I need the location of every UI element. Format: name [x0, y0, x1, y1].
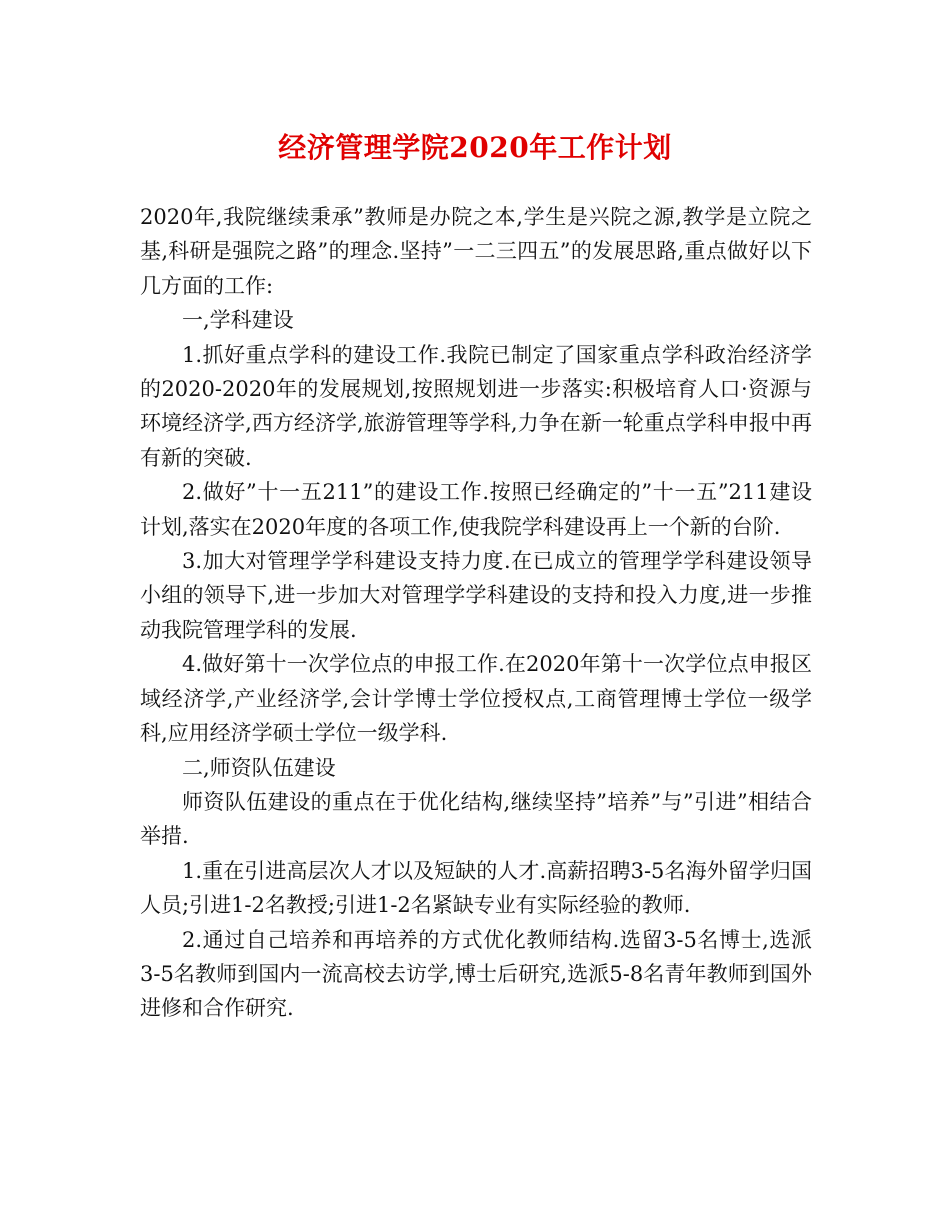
paragraph-item: 3.加大对管理学学科建设支持力度.在已成立的管理学学科建设领导小组的领导下,进一步加大对管理学学科建设的支持和投入力度,进一步推动我院管理学科的发展.	[140, 549, 812, 642]
paragraph-item: 4.做好第十一次学位点的申报工作.在2020年第十一次学位点申报区域经济学,产业经济学,会计学博士学位授权点,工商管理博士学位一级学科,应用经济学硕士学位一级学科.	[140, 652, 812, 746]
paragraph-item: 2.通过自己培养和再培养的方式优化教师结构.选留3-5名博士,选派3-5名教师到国内一流高校去访学,博士后研究,选派5-8名青年教师到国外进修和合作研究.	[140, 927, 812, 1021]
paragraph-item: 2.做好”十一五211”的建设工作.按照已经确定的”十一五”211建设计划,落实在2020年度的各项工作,使我院学科建设再上一个新的台阶.	[140, 480, 812, 539]
paragraph-item: 1.抓好重点学科的建设工作.我院已制定了国家重点学科政治经济学的2020-2020年的发展规划,按照规划进一步落实:积极培育人口·资源与环境经济学,西方经济学,旅游管理等学科,力争在新一轮重点学科申报中再有新的突破.	[140, 342, 812, 470]
section-heading-faculty: 二,师资队伍建设	[182, 755, 336, 780]
document-body	[140, 200, 812, 1026]
paragraph-item: 1.重在引进高层次人才以及短缺的人才.高薪招聘3-5名海外留学归国人员;引进1-2名教授;引进1-2名紧缺专业有实际经验的教师.	[140, 858, 812, 918]
paragraph-item: 师资队伍建设的重点在于优化结构,继续坚持”培养”与”引进”相结合举措.	[140, 789, 812, 849]
section-heading-discipline: 一,学科建设	[182, 308, 294, 333]
document-title: 经济管理学院2020年工作计划	[278, 131, 672, 164]
paragraph-intro: 2020年,我院继续秉承”教师是办院之本,学生是兴院之源,教学是立院之基,科研是强院之路”的理念.坚持”一二三四五”的发展思路,重点做好以下几方面的工作:	[140, 205, 812, 298]
